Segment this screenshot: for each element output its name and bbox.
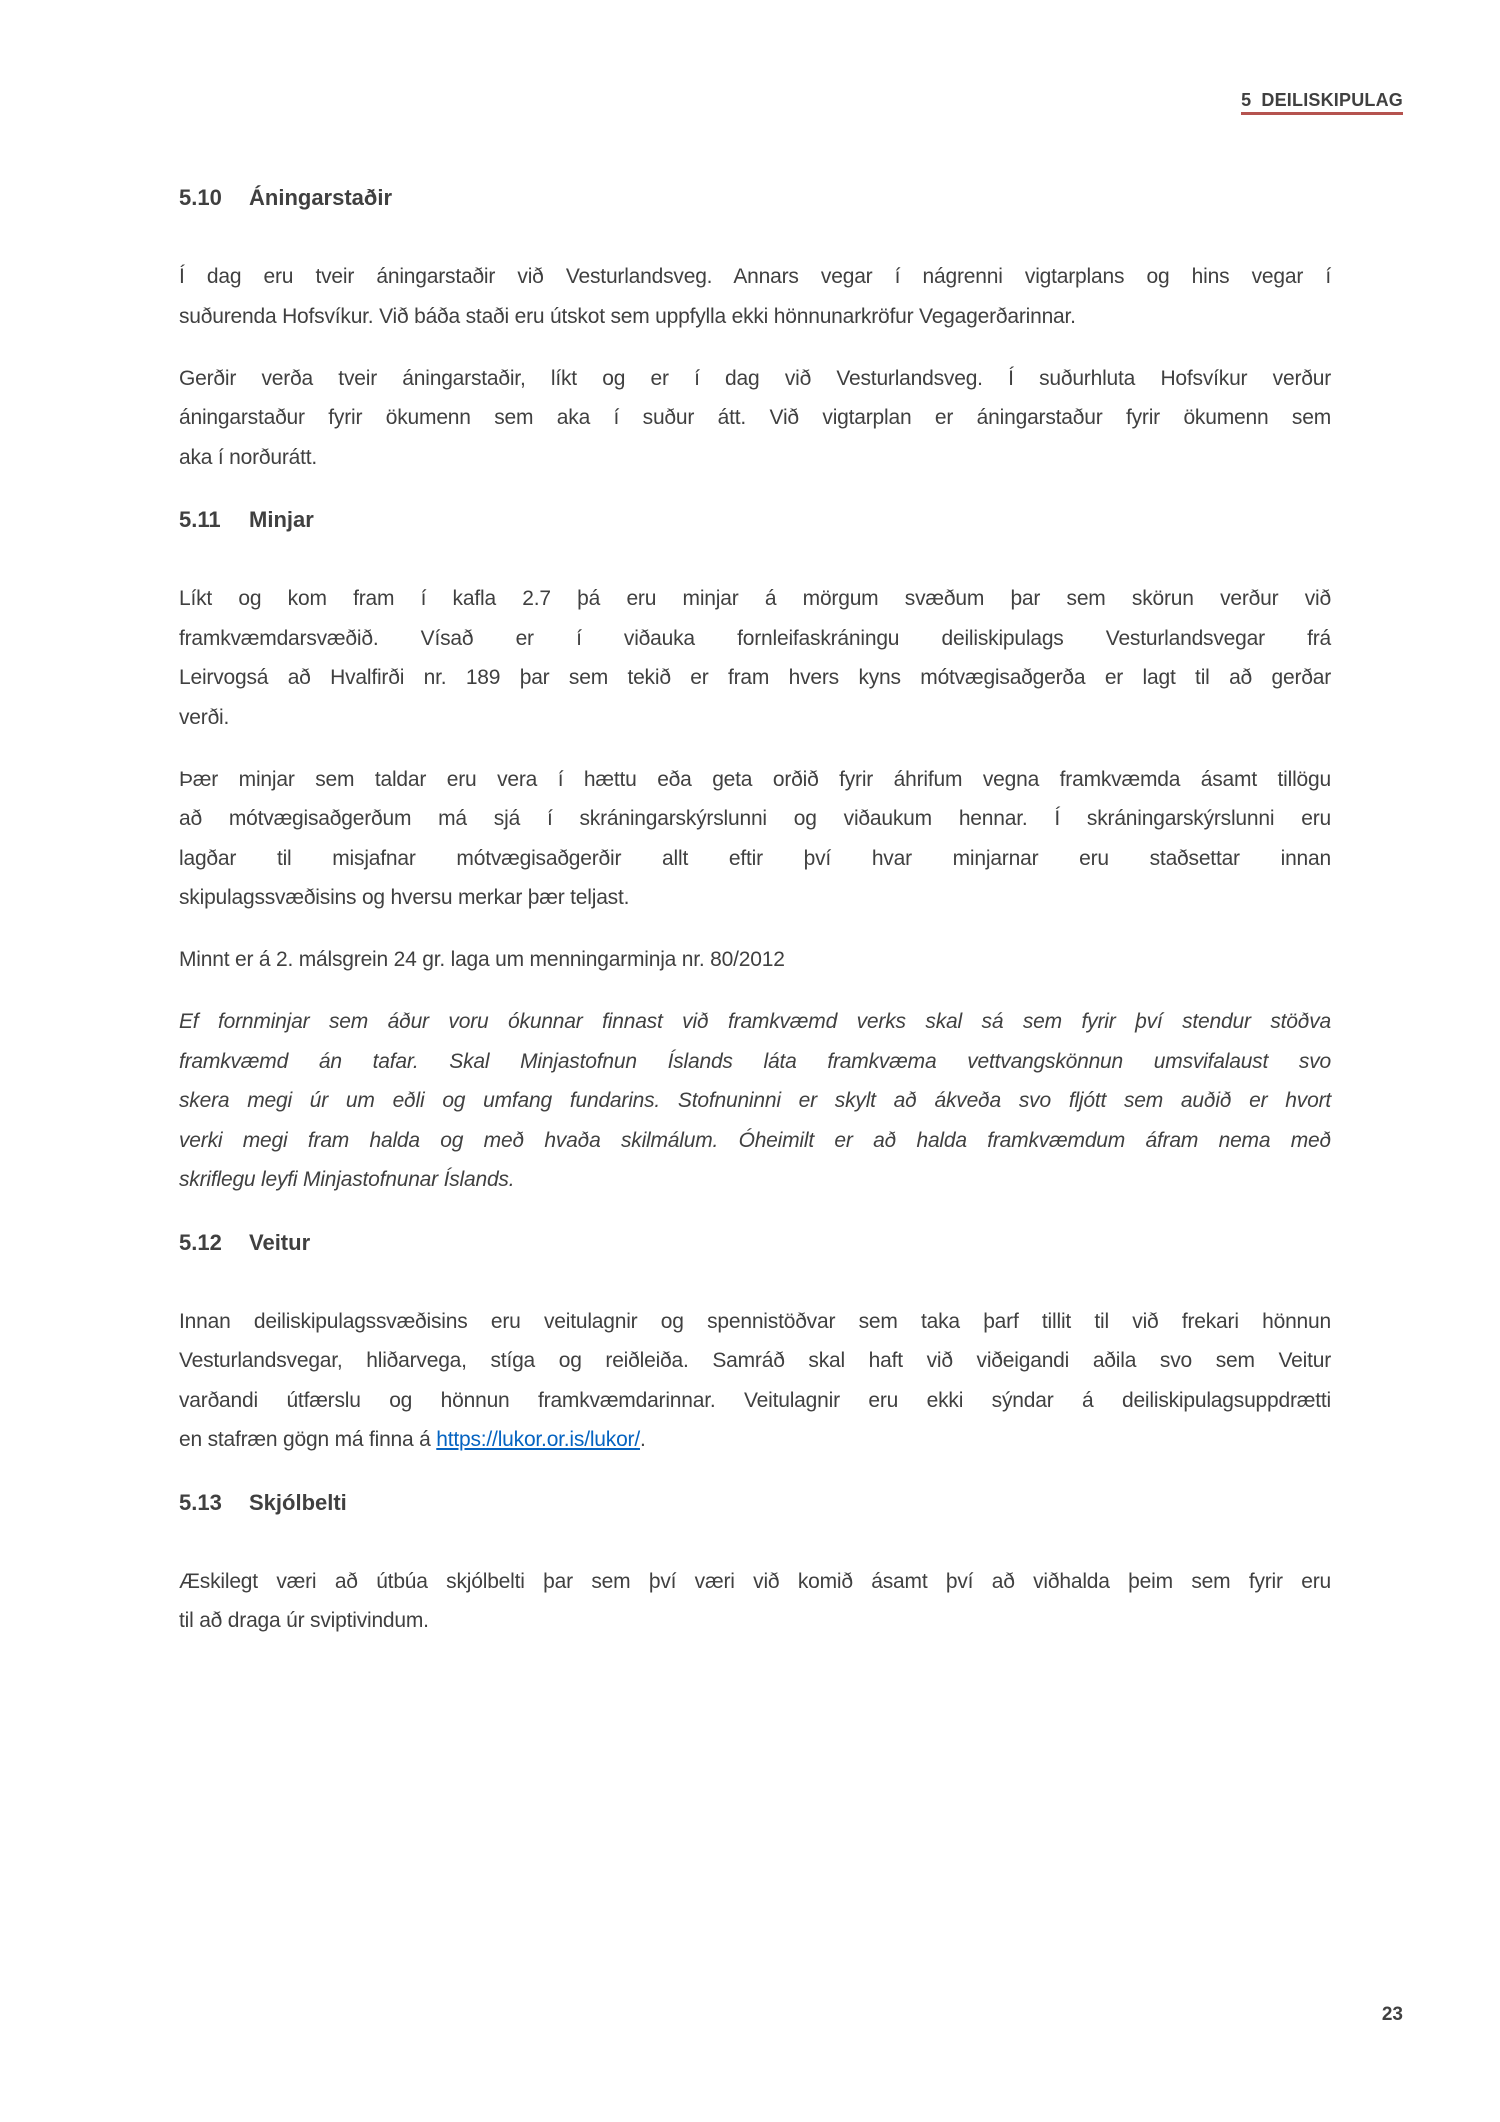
paragraph — [179, 1002, 1331, 1200]
text-line: að mótvægisaðgerðum má sjá í skráningarskýrslunni og viðaukum hennar. Í skráningarskýrslunni eru — [179, 807, 1331, 830]
section-heading — [179, 500, 1331, 540]
section-heading — [179, 178, 1331, 218]
section-heading — [179, 1223, 1331, 1263]
text-line: Leirvogsá að Hvalfirði nr. 189 þar sem tekið er fram hvers kyns mótvægisaðgerða er lagt til að gerðar — [179, 666, 1331, 689]
section-title: Veitur — [249, 1229, 311, 1255]
text-line: Minnt er á 2. málsgrein 24 gr. laga um menningarminja nr. 80/2012 — [179, 948, 785, 971]
text-line: aka í norðurátt. — [179, 445, 318, 469]
paragraph — [179, 1302, 1331, 1460]
text-line: Í dag eru tveir áningarstaðir við Vesturlandsveg. Annars vegar í nágrenni vigtarplans og hins vegar í — [179, 265, 1331, 288]
running-header — [1241, 90, 1403, 115]
link-suffix-text: . — [640, 1428, 646, 1451]
text-line: skriflegu leyfi Minjastofnunar Íslands. — [179, 1168, 515, 1191]
paragraph — [179, 1562, 1331, 1641]
section-title: Skjólbelti — [249, 1489, 347, 1515]
chapter-number: 5 — [1241, 90, 1252, 110]
section-number: 5.10 — [179, 185, 222, 210]
section-number: 5.11 — [179, 507, 221, 532]
text-line: framkvæmd án tafar. Skal Minjastofnun Íslands láta framkvæma vettvangskönnun umsvifalaust svo — [179, 1049, 1331, 1073]
page-number: 23 — [1381, 2004, 1403, 2025]
text-line: verki megi fram halda og með hvaða skilmálum. Óheimilt er að halda framkvæmdum áfram nema með — [179, 1128, 1331, 1152]
text-line: Þær minjar sem taldar eru vera í hættu eða geta orðið fyrir áhrifum vegna framkvæmda ásamt tillögu — [179, 767, 1331, 791]
text-line: til að draga úr sviptivindum. — [179, 1609, 429, 1632]
text-line: Innan deiliskipulagssvæðisins eru veitulagnir og spennistöðvar sem taka þarf tillit til við frekari hönnun — [179, 1309, 1331, 1333]
section-title: Áningarstaðir — [249, 185, 393, 210]
paragraph — [179, 579, 1331, 737]
text-line: Líkt og kom fram í kafla 2.7 þá eru minjar á mörgum svæðum þar sem skörun verður við — [179, 587, 1331, 610]
text-line: lagðar til misjafnar mótvægisaðgerðir allt eftir því hvar minjarnar eru staðsettar innan — [179, 846, 1331, 870]
text-line: skipulagssvæðisins og hversu merkar þær teljast. — [179, 886, 630, 909]
lukor-link[interactable]: https://lukor.or.is/lukor/ — [436, 1428, 640, 1451]
text-line: Vesturlandsvegar, hliðarvega, stíga og reiðleiða. Samráð skal haft við viðeigandi aðila svo sem Veitur — [179, 1349, 1331, 1372]
text-line — [179, 1420, 1331, 1460]
paragraph — [179, 359, 1331, 478]
paragraph — [179, 257, 1331, 336]
section-heading — [179, 1483, 1331, 1523]
section-number: 5.12 — [179, 1229, 222, 1255]
text-line: Ef fornminjar sem áður voru ókunnar finnast við framkvæmd verks skal sá sem fyrir því stendur stöðva — [179, 1010, 1331, 1033]
chapter-title: DEILISKIPULAG — [1261, 90, 1403, 110]
text-line: áningarstaður fyrir ökumenn sem aka í suður átt. Við vigtarplan er áningarstaður fyrir ökumenn sem — [179, 406, 1331, 429]
section-number: 5.13 — [179, 1489, 222, 1515]
text-line: suðurenda Hofsvíkur. Við báða staði eru útskot sem uppfylla ekki hönnunarkröfur Vegagerðarinnar. — [179, 304, 1076, 328]
paragraph — [179, 760, 1331, 918]
text-line: Æskilegt væri að útbúa skjólbelti þar sem því væri við komið ásamt því að viðhalda þeim sem fyrir eru — [179, 1569, 1331, 1593]
section-title: Minjar — [249, 507, 314, 532]
text-line: framkvæmdarsvæðið. Vísað er í viðauka fornleifaskráningu deiliskipulags Vesturlandsvegar frá — [179, 626, 1331, 650]
text-line: skera megi úr um eðli og umfang fundarins. Stofnuninni er skylt að ákveða svo fljótt sem auðið er hvort — [179, 1089, 1331, 1112]
text-line: verði. — [179, 705, 230, 729]
document-body — [179, 178, 1331, 1663]
paragraph — [179, 940, 1331, 980]
text-line: Gerðir verða tveir áningarstaðir, líkt og er í dag við Vesturlandsveg. Í suðurhluta Hofsvíkur verður — [179, 366, 1331, 390]
text-line: varðandi útfærslu og hönnun framkvæmdarinnar. Veitulagnir eru ekki sýndar á deiliskipulagsuppdrætti — [179, 1388, 1331, 1412]
link-prefix-text: en stafræn gögn má finna á — [179, 1428, 437, 1451]
